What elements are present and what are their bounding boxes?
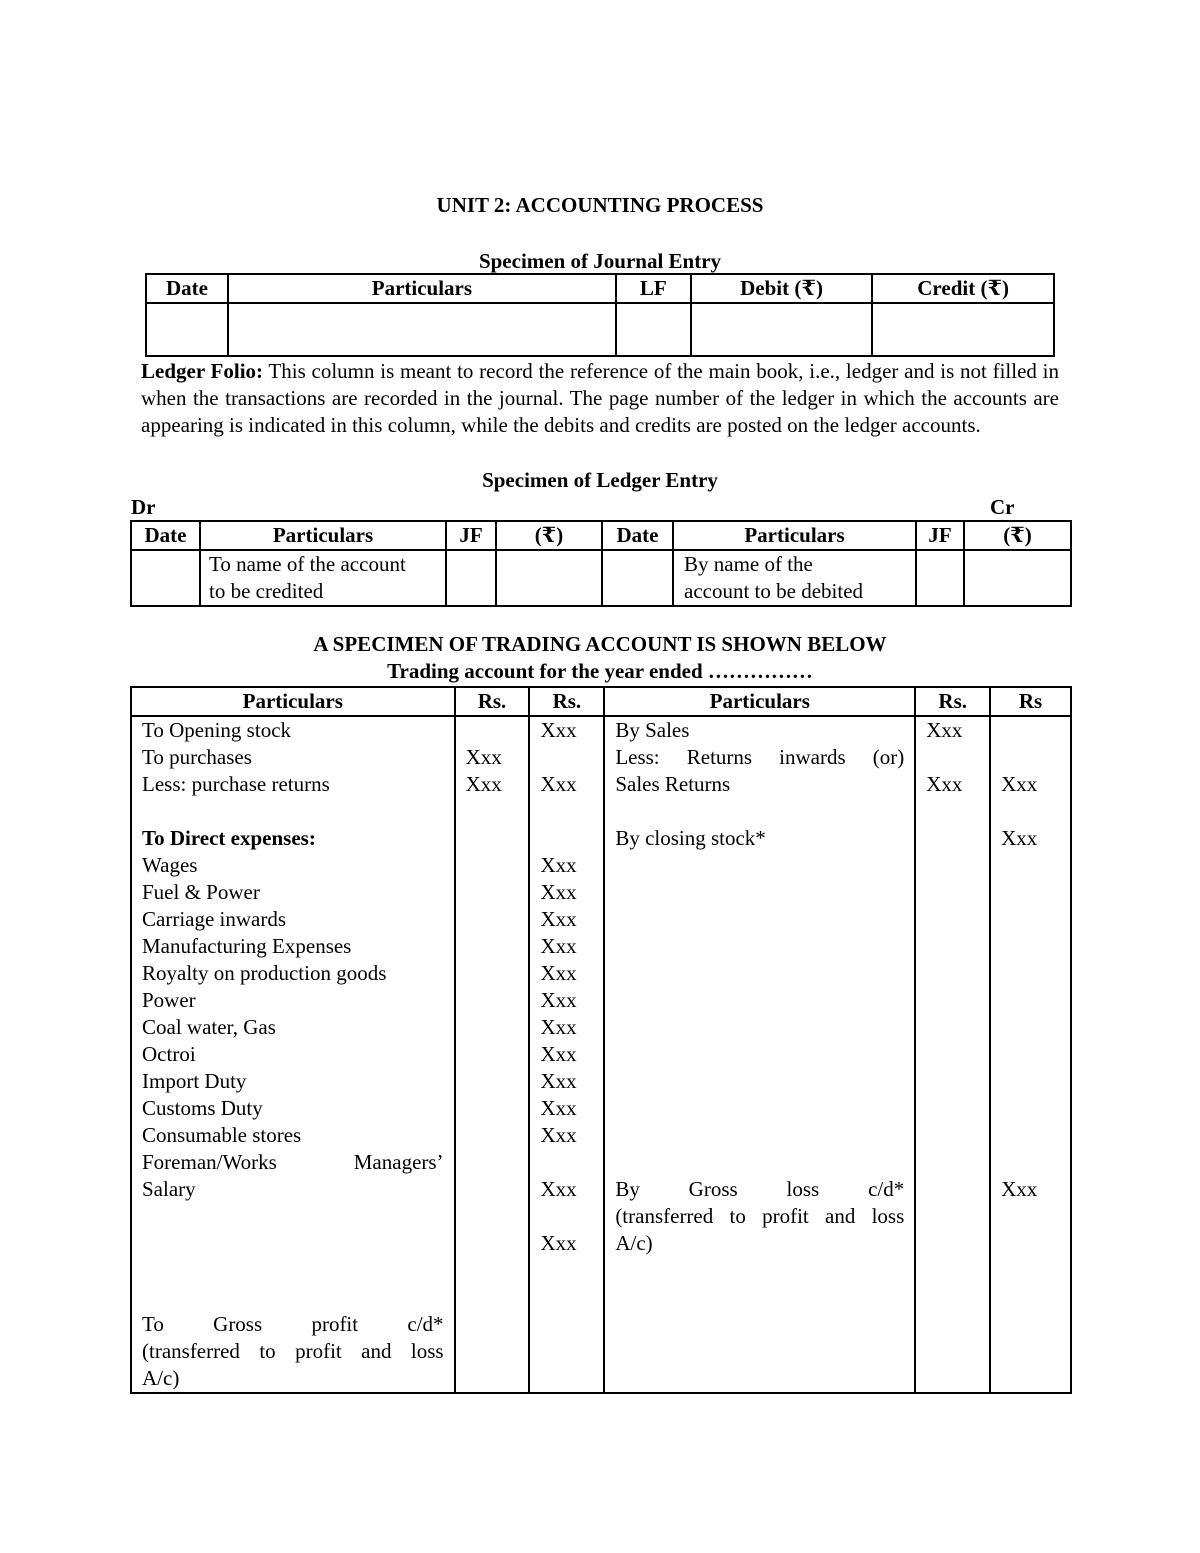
ledger-cell — [496, 550, 602, 606]
spacer — [540, 798, 593, 825]
trading-debit-rs1 — [455, 716, 530, 1393]
spacer — [615, 879, 904, 906]
spacer — [615, 1149, 904, 1176]
spacer — [615, 1122, 904, 1149]
debit-item: Octroi — [142, 1042, 196, 1066]
amount: Xxx — [1001, 826, 1038, 850]
spacer — [1001, 933, 1060, 960]
spacer — [926, 744, 979, 771]
ledger-right-line: By name of the — [684, 552, 813, 576]
spacer — [615, 1014, 904, 1041]
trading-credit-particulars — [604, 716, 915, 1393]
amount: Xxx — [540, 880, 577, 904]
ledger-cell — [602, 550, 673, 606]
amount: Xxx — [540, 988, 577, 1012]
spacer — [1001, 960, 1060, 987]
amount: Xxx — [540, 934, 577, 958]
ledger-cell — [916, 550, 964, 606]
spacer — [615, 798, 904, 825]
ledger-dr-label: Dr — [131, 495, 156, 519]
spacer — [142, 1284, 444, 1311]
journal-header-row — [146, 274, 1054, 303]
ledger-cell — [964, 550, 1071, 606]
debit-item: Royalty on production goods — [142, 961, 387, 985]
trading-header-particulars: Particulars — [131, 687, 455, 716]
spacer — [1001, 1041, 1060, 1068]
amount: Xxx — [540, 1123, 577, 1147]
debit-item: Customs Duty — [142, 1096, 263, 1120]
spacer — [142, 1257, 444, 1284]
spacer — [615, 852, 904, 879]
amount: Xxx — [465, 745, 502, 769]
amount: Xxx — [540, 1042, 577, 1066]
journal-header-lf: LF — [616, 274, 691, 303]
page-title: UNIT 2: ACCOUNTING PROCESS — [436, 193, 764, 217]
trading-header-row — [131, 687, 1071, 716]
amount: Xxx — [465, 772, 502, 796]
ledger-folio-paragraph — [141, 358, 1059, 439]
amount: Xxx — [540, 1096, 577, 1120]
amount: Xxx — [540, 853, 577, 877]
debit-item: Foreman/Works Managers’ — [142, 1150, 444, 1174]
journal-cell — [691, 303, 873, 356]
ledger-row — [131, 550, 1071, 606]
trading-header-rs: Rs. — [455, 687, 530, 716]
amount: Xxx — [926, 772, 963, 796]
spacer — [142, 1203, 444, 1230]
spacer — [466, 717, 519, 744]
spacer — [540, 825, 593, 852]
ledger-header-row — [131, 521, 1071, 550]
credit-item: By Sales — [615, 718, 690, 742]
amount: Xxx — [540, 718, 577, 742]
spacer — [142, 1230, 444, 1257]
journal-cell — [146, 303, 228, 356]
amount: Xxx — [540, 1177, 577, 1201]
debit-item: Wages — [142, 853, 198, 877]
ledger-header-date: Date — [131, 521, 200, 550]
spacer — [615, 960, 904, 987]
amount: Xxx — [1001, 772, 1038, 796]
ledger-left-line: To name of the account — [209, 552, 406, 576]
spacer — [1001, 852, 1060, 879]
ledger-left-particulars — [200, 550, 446, 606]
ledger-header-amount: (₹) — [964, 521, 1071, 550]
credit-item: Less: Returns inwards (or) — [615, 745, 905, 769]
amount: Xxx — [926, 718, 963, 742]
spacer — [142, 798, 444, 825]
journal-table — [145, 273, 1055, 357]
debit-item: Fuel & Power — [142, 880, 260, 904]
debit-item: Import Duty — [142, 1069, 247, 1093]
journal-header-credit: Credit (₹) — [872, 274, 1054, 303]
spacer — [540, 744, 593, 771]
spacer — [1001, 906, 1060, 933]
spacer — [1001, 1014, 1060, 1041]
trading-subtitle-text: Trading account for the year ended …………… — [387, 659, 813, 683]
spacer — [615, 1041, 904, 1068]
credit-item: By closing stock* — [615, 826, 766, 850]
debit-item: Less: purchase returns — [142, 772, 330, 796]
journal-header-date: Date — [146, 274, 228, 303]
ledger-header-particulars: Particulars — [673, 521, 916, 550]
debit-item: Carriage inwards — [142, 907, 287, 931]
journal-cell — [872, 303, 1054, 356]
trading-debit-particulars — [131, 716, 455, 1393]
amount: Xxx — [540, 1015, 577, 1039]
ledger-cr-label: Cr — [990, 495, 1015, 519]
spacer — [540, 1203, 593, 1230]
journal-header-debit: Debit (₹) — [691, 274, 873, 303]
credit-item: (transferred to profit and loss — [615, 1204, 905, 1228]
trading-account-table — [130, 686, 1072, 1394]
ledger-header-jf: JF — [916, 521, 964, 550]
credit-item: Sales Returns — [615, 772, 731, 796]
spacer — [615, 933, 904, 960]
ledger-header-date: Date — [602, 521, 673, 550]
debit-item: A/c) — [142, 1366, 180, 1390]
amount: Xxx — [540, 1231, 577, 1255]
trading-credit-rs1 — [915, 716, 990, 1393]
ledger-folio-term: Ledger Folio: — [141, 359, 264, 383]
trading-heading: A SPECIMEN OF TRADING ACCOUNT IS SHOWN BELOW — [313, 632, 887, 656]
debit-item: Manufacturing Expenses — [142, 934, 352, 958]
journal-title: Specimen of Journal Entry — [478, 249, 722, 273]
ledger-title: Specimen of Ledger Entry — [482, 468, 718, 492]
trading-debit-rs2 — [529, 716, 604, 1393]
spacer — [540, 1149, 593, 1176]
spacer — [1001, 744, 1060, 771]
debit-item: Consumable stores — [142, 1123, 302, 1147]
amount: Xxx — [540, 907, 577, 931]
spacer — [1001, 1149, 1060, 1176]
journal-cell — [228, 303, 616, 356]
debit-item: Power — [142, 988, 196, 1012]
ledger-header-particulars: Particulars — [200, 521, 446, 550]
spacer — [1001, 987, 1060, 1014]
debit-item: (transferred to profit and loss — [142, 1339, 444, 1363]
journal-empty-row — [146, 303, 1054, 356]
spacer — [615, 987, 904, 1014]
spacer — [615, 906, 904, 933]
spacer — [1001, 1068, 1060, 1095]
ledger-right-line: account to be debited — [684, 579, 864, 603]
trading-header-rs: Rs — [990, 687, 1071, 716]
spacer — [1001, 798, 1060, 825]
debit-item: To Opening stock — [142, 718, 292, 742]
trading-credit-rs2 — [990, 716, 1071, 1393]
debit-item: Coal water, Gas — [142, 1015, 276, 1039]
trading-header-rs: Rs. — [915, 687, 990, 716]
trading-header-rs: Rs. — [529, 687, 604, 716]
ledger-right-particulars — [673, 550, 916, 606]
amount: Xxx — [540, 1069, 577, 1093]
amount: Xxx — [540, 961, 577, 985]
ledger-header-amount: (₹) — [496, 521, 602, 550]
spacer — [1001, 717, 1060, 744]
ledger-cell — [446, 550, 496, 606]
ledger-table — [130, 520, 1072, 607]
debit-item: To Gross profit c/d* — [142, 1312, 444, 1336]
credit-item: By Gross loss c/d* — [615, 1177, 905, 1201]
spacer — [615, 1068, 904, 1095]
ledger-folio-text: This column is meant to record the reference of the main book, i.e., ledger and is not filled in when the transactions are recorded in the journal. The page number of the ledger in which the accounts are appearing is indicated in this column, while the debits and credits are posted on the ledger accounts. — [141, 359, 1059, 437]
debit-item: Salary — [142, 1177, 196, 1201]
spacer — [1001, 879, 1060, 906]
trading-body-row — [131, 716, 1071, 1393]
amount: Xxx — [1001, 1177, 1038, 1201]
spacer — [1001, 1122, 1060, 1149]
debit-item: To purchases — [142, 745, 252, 769]
ledger-left-line: to be credited — [209, 579, 324, 603]
ledger-cell — [131, 550, 200, 606]
spacer — [615, 1095, 904, 1122]
trading-subtitle — [0, 659, 1200, 684]
amount: Xxx — [540, 772, 577, 796]
journal-header-particulars: Particulars — [228, 274, 616, 303]
trading-header-particulars: Particulars — [604, 687, 915, 716]
spacer — [1001, 1095, 1060, 1122]
credit-item: A/c) — [615, 1231, 653, 1255]
journal-cell — [616, 303, 691, 356]
debit-item-heading: To Direct expenses: — [142, 826, 316, 850]
ledger-header-jf: JF — [446, 521, 496, 550]
